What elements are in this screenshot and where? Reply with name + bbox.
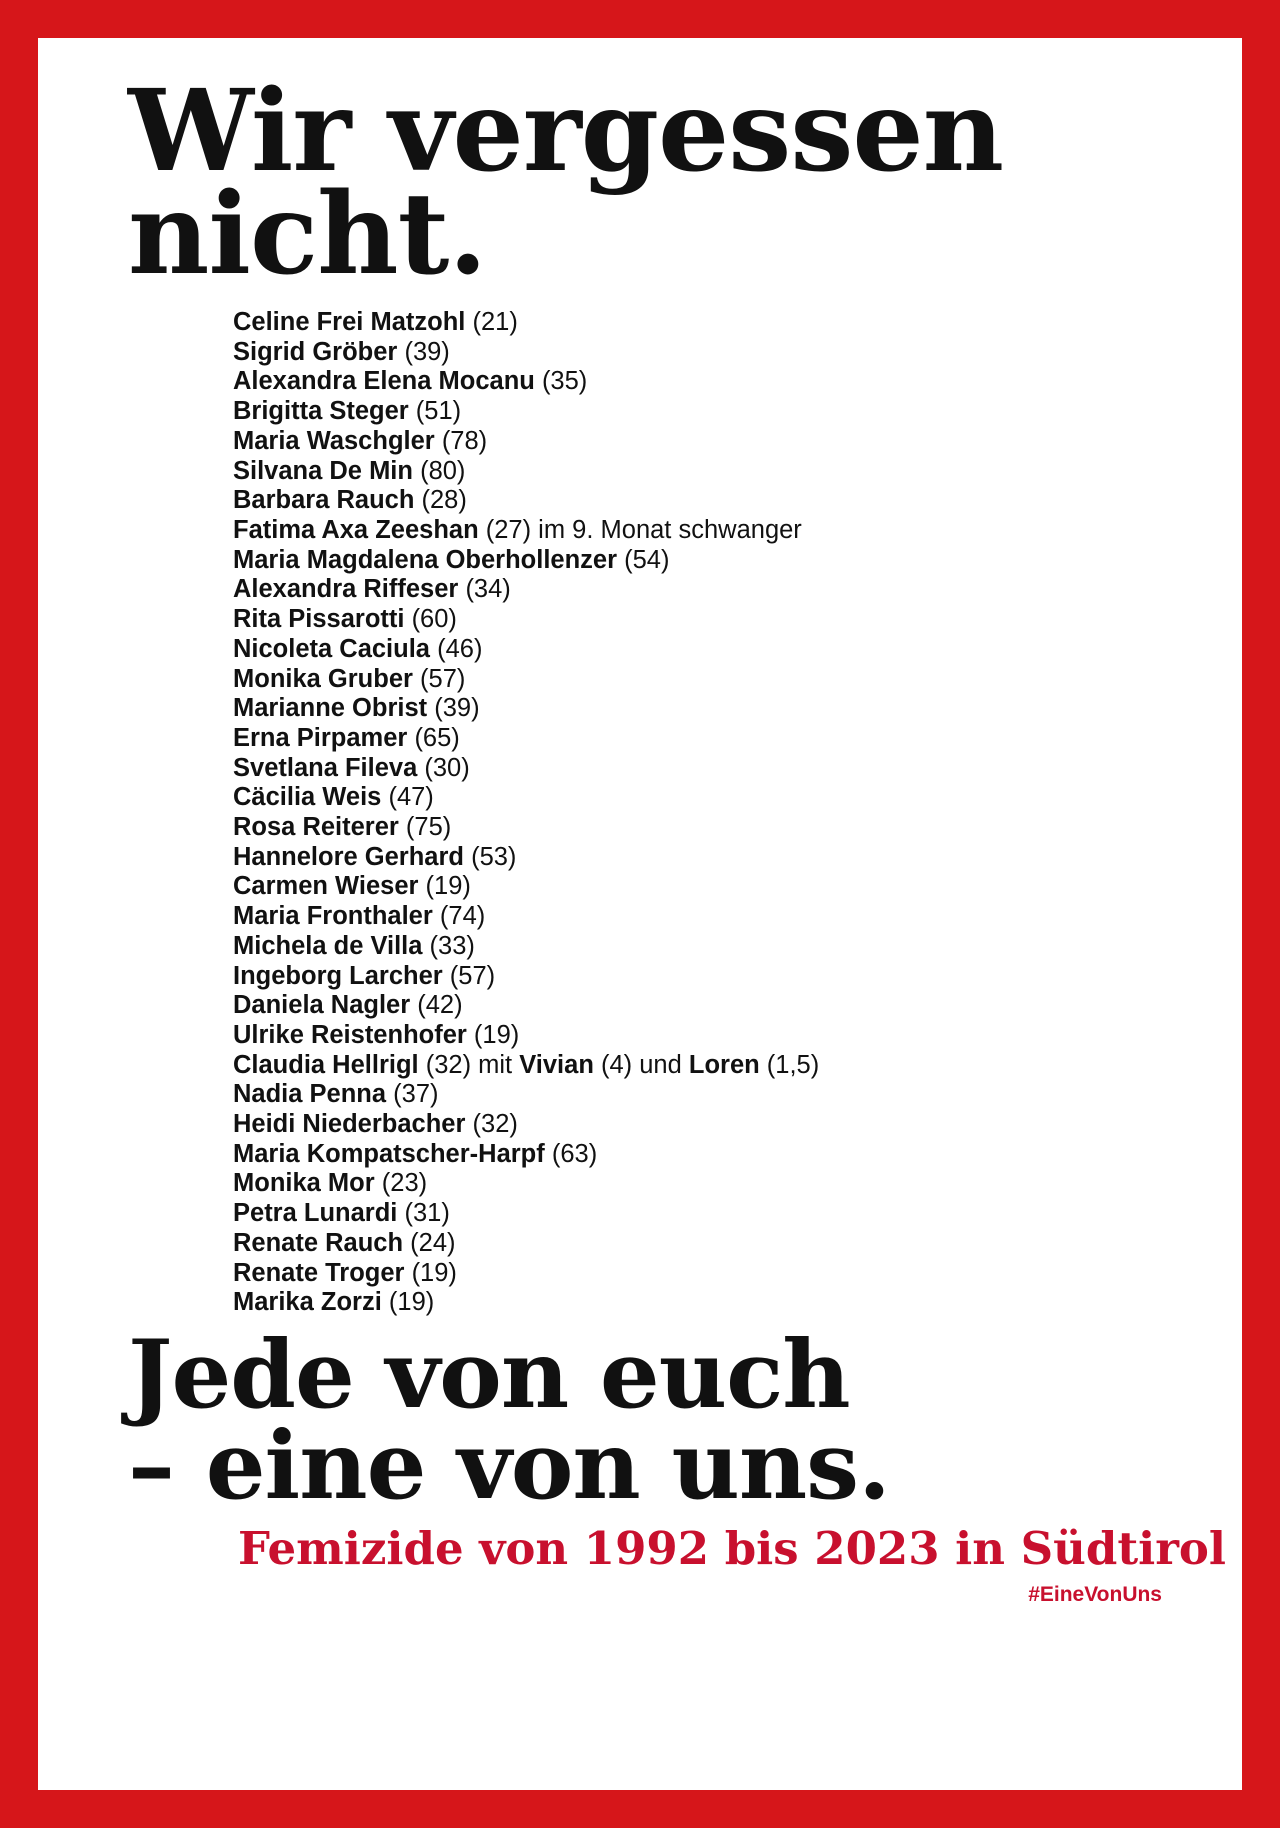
- victim-detail: (4) und: [593, 1050, 689, 1079]
- list-item: [233, 1140, 1172, 1170]
- list-item: [233, 367, 1172, 397]
- victim-detail: (35): [541, 367, 588, 396]
- list-item: [233, 665, 1172, 695]
- victim-detail: (21): [472, 308, 518, 337]
- list-item: [233, 635, 1172, 665]
- victim-name: Silvana De Min: [233, 456, 413, 485]
- list-item: [233, 991, 1172, 1021]
- victim-detail: (27) im 9. Monat schwanger: [485, 515, 802, 544]
- victim-name: Maria Magdalena Oberhollenzer: [233, 545, 618, 574]
- victim-detail: (1,5): [759, 1050, 820, 1079]
- victim-name: Petra Lunardi: [233, 1199, 398, 1228]
- victim-name: Alexandra Elena Mocanu: [233, 367, 535, 396]
- victim-detail: (39): [434, 694, 480, 723]
- list-item: [233, 1021, 1172, 1051]
- victim-detail: (30): [424, 753, 470, 782]
- victim-detail: (75): [405, 813, 452, 842]
- list-item: [233, 932, 1172, 962]
- victim-name: Monika Gruber: [233, 664, 413, 693]
- victim-detail: (19): [388, 1288, 435, 1317]
- victim-detail: (32): [472, 1110, 518, 1139]
- victim-detail: (19): [473, 1020, 520, 1049]
- victim-detail: (54): [624, 545, 670, 574]
- list-item: [233, 486, 1172, 516]
- victim-name: Renate Troger: [233, 1258, 405, 1287]
- victim-detail: (51): [415, 397, 462, 426]
- list-item: [233, 338, 1172, 368]
- closing-line-1: Jede von euch: [128, 1319, 850, 1430]
- victim-detail: (28): [421, 486, 467, 515]
- victim-detail: (33): [429, 931, 475, 960]
- victim-name: Hannelore Gerhard: [233, 842, 464, 871]
- victim-name: Ulrike Reistenhofer: [233, 1020, 467, 1049]
- victim-name: Brigitta Steger: [233, 397, 409, 426]
- victim-name: Rosa Reiterer: [233, 813, 399, 842]
- list-item: [233, 605, 1172, 635]
- victim-detail: (74): [439, 902, 486, 931]
- victim-name: Carmen Wieser: [233, 872, 419, 901]
- victim-detail: (23): [381, 1169, 428, 1198]
- victim-detail: (53): [471, 842, 517, 871]
- victim-detail: (19): [411, 1258, 457, 1287]
- victim-name: Monika Mor: [233, 1169, 375, 1198]
- victim-name: Nicoleta Caciula: [233, 634, 430, 663]
- list-item: [233, 1051, 1172, 1081]
- victim-detail: (60): [411, 605, 457, 634]
- list-item: [233, 308, 1172, 338]
- victim-detail: (42): [417, 991, 463, 1020]
- headline-line-1: Wir vergessen: [128, 66, 1004, 197]
- victim-name: Cäcilia Weis: [233, 783, 382, 812]
- victim-detail: (46): [437, 634, 483, 663]
- victim-detail: (19): [425, 872, 471, 901]
- headline-line-2: nicht.: [128, 169, 487, 301]
- victim-detail: (34): [465, 575, 511, 604]
- list-item: [233, 1169, 1172, 1199]
- victim-detail: (78): [441, 426, 488, 455]
- page-title: [128, 64, 1172, 301]
- victim-name: Celine Frei Matzohl: [233, 308, 466, 337]
- poster-subtitle: Femizide von 1992 bis 2023 in Südtirol: [238, 1522, 1227, 1576]
- victim-detail: (57): [420, 664, 466, 693]
- victim-detail: (65): [414, 723, 460, 752]
- closing-statement: [128, 1318, 1172, 1522]
- victim-name: Vivian: [519, 1050, 594, 1079]
- victim-name: Maria Kompatscher-Harpf: [233, 1139, 545, 1168]
- victim-detail: (57): [449, 961, 496, 990]
- list-item: [233, 575, 1172, 605]
- victim-name: Renate Rauch: [233, 1228, 404, 1257]
- victim-name: Rita Pissarotti: [233, 605, 405, 634]
- victim-name: Nadia Penna: [233, 1080, 387, 1109]
- list-item: [233, 1080, 1172, 1110]
- victim-name: Barbara Rauch: [233, 486, 415, 515]
- victim-name: Marika Zorzi: [233, 1288, 382, 1317]
- list-item: [233, 397, 1172, 427]
- victim-name: Marianne Obrist: [233, 694, 428, 723]
- campaign-hashtag: #EineVonUns: [1028, 1583, 1162, 1607]
- victim-detail: (24): [410, 1228, 456, 1257]
- victim-name: Claudia Hellrigl: [233, 1050, 419, 1079]
- closing-line-2: – eine von uns.: [128, 1411, 890, 1522]
- victim-name: Maria Fronthaler: [233, 902, 433, 931]
- victim-name: Svetlana Fileva: [233, 753, 418, 782]
- list-item: [233, 902, 1172, 932]
- victim-detail: (37): [393, 1080, 439, 1109]
- list-item: [233, 546, 1172, 576]
- victim-list: [128, 308, 1172, 1318]
- list-item: [233, 1199, 1172, 1229]
- victim-detail: (31): [404, 1199, 450, 1228]
- list-item: [233, 1288, 1172, 1318]
- victim-name: Alexandra Riffeser: [233, 575, 459, 604]
- list-item: [233, 516, 1172, 546]
- victim-name: Ingeborg Larcher: [233, 961, 443, 990]
- victim-detail: (32) mit: [425, 1050, 520, 1079]
- victim-name: Michela de Villa: [233, 931, 423, 960]
- victim-detail: (63): [551, 1139, 598, 1168]
- list-item: [233, 962, 1172, 992]
- list-item: [233, 1259, 1172, 1289]
- victim-name: Sigrid Gröber: [233, 337, 398, 366]
- victim-name: Fatima Axa Zeeshan: [233, 515, 479, 544]
- victim-name: Erna Pirpamer: [233, 723, 408, 752]
- list-item: [233, 694, 1172, 724]
- list-item: [233, 724, 1172, 754]
- victim-name: Heidi Niederbacher: [233, 1110, 466, 1139]
- victim-name: Daniela Nagler: [233, 991, 411, 1020]
- list-item: [233, 754, 1172, 784]
- poster-canvas: [38, 38, 1242, 1790]
- list-item: [233, 872, 1172, 902]
- victim-detail: (47): [388, 783, 434, 812]
- list-item: [233, 1110, 1172, 1140]
- list-item: [233, 843, 1172, 873]
- victim-name: Maria Waschgler: [233, 426, 435, 455]
- list-item: [233, 1229, 1172, 1259]
- victim-name: Loren: [688, 1050, 760, 1079]
- list-item: [233, 813, 1172, 843]
- list-item: [233, 457, 1172, 487]
- list-item: [233, 783, 1172, 813]
- victim-detail: (39): [404, 337, 450, 366]
- victim-detail: (80): [420, 456, 466, 485]
- list-item: [233, 427, 1172, 457]
